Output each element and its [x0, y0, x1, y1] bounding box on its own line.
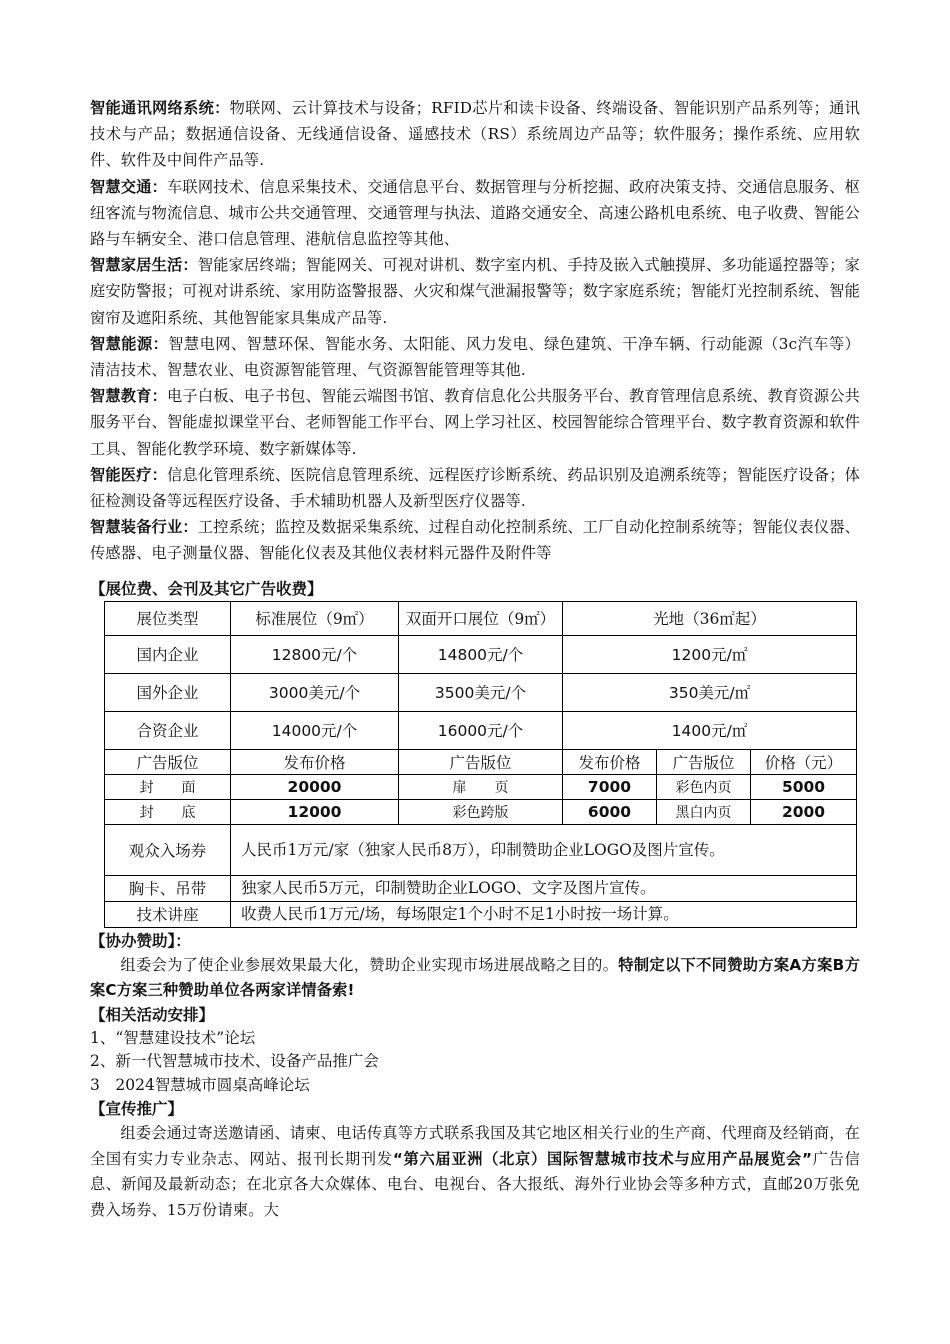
table-row	[105, 711, 857, 749]
table-header-cell: 发布价格	[563, 749, 657, 774]
table-row	[105, 673, 857, 711]
category-text: 物联网、云计算技术与设备；RFID芯片和读卡设备、终端设备、智能识别产品系列等；通讯技术与产品；数据通信设备、无线通信设备、遥感技术（RS）系统周边产品等；软件服务；操作系统、应用软件、软件及中间件产品等.	[90, 99, 860, 170]
table-cell: 胸卡、吊带	[105, 875, 231, 901]
table-cell: 3500美元/个	[399, 673, 563, 711]
table-cell: 技术讲座	[105, 901, 231, 927]
table-header-cell: 光地（36㎡起）	[563, 601, 857, 635]
category-title: 智慧装备行业	[90, 518, 183, 537]
table-cell: 14800元/个	[399, 635, 563, 673]
category-transport: 智慧交通：车联网技术、信息采集技术、交通信息平台、数据管理与分析挖掘、政府决策支持、交通信息服务、枢纽客流与物流信息、城市公共交通管理、交通管理与执法、道路交通安全、高速公路机电系统、电子收费、智能公路与车辆安全、港口信息管理、港航信息监控等其他、	[90, 177, 861, 249]
category-medical: 智能医疗：信息化管理系统、医院信息管理系统、远程医疗诊断系统、药品识别及追溯系统等；智能医疗设备；体征检测设备等远程医疗设备、手术辅助机器人及新型医疗仪器等.	[90, 465, 861, 511]
table-cell: 350美元/㎡	[563, 673, 857, 711]
booth-header-row	[105, 601, 857, 635]
category-energy: 智慧能源：智慧电网、智慧环保、智能水务、太阳能、风力发电、绿色建筑、干净车辆、行动能源（3c汽车等）清洁技术、智慧农业、电资源智能管理、气资源智能管理等其他.	[90, 334, 860, 380]
category-title: 智慧家居生活	[90, 256, 183, 275]
table-row	[105, 799, 857, 824]
table-cell: 14000元/个	[231, 711, 399, 749]
table-cell: 12000	[231, 799, 399, 824]
table-header-cell: 发布价格	[231, 749, 399, 774]
activities-heading: 【相关活动安排】	[90, 1005, 215, 1024]
table-header-cell: 广告版位	[105, 749, 231, 774]
category-title: 智慧能源	[90, 334, 153, 353]
category-text: 车联网技术、信息采集技术、交通信息平台、数据管理与分析挖掘、政府决策支持、交通信息服务、枢纽客流与物流信息、城市公共交通管理、交通管理与执法、道路交通安全、高速公路机电系统、电子收费、智能公路与车辆安全、港口信息管理、港航信息监控等其他、	[90, 177, 861, 249]
table-cell: 扉 页	[399, 774, 563, 799]
table-row	[105, 774, 857, 799]
table-cell: 12800元/个	[231, 635, 399, 673]
table-header-cell: 展位类型	[105, 601, 231, 635]
table-cell: 彩色内页	[657, 774, 751, 799]
table-row	[105, 875, 857, 901]
table-cell: 7000	[563, 774, 657, 799]
category-home: 智慧家居生活：智能家居终端；智能网关、可视对讲机、数字室内机、手持及嵌入式触摸屏、多功能遥控器等；家庭安防警报；可视对讲系统、家用防盗警报器、火灾和煤气泄漏报警等；数字家庭系统；智能灯光控制系统、智能窗帘及遮阳系统、其他智能家具集成产品等.	[90, 256, 860, 327]
list-item: 1、“智慧建设技术”论坛	[90, 1028, 256, 1047]
table-header-cell: 双面开口展位（9㎡）	[399, 601, 563, 635]
promo-text: 组委会通过寄送邀请函、请柬、电话传真等方式联系我国及其它地区相关行业的生产商、代理商及经销商，在全国有实力专业杂志、网站、报刊长期刊发“第六届亚洲（北京）国际智慧城市技术与应用产品展览会”广告信息、新闻及最新动态；在北京各大众媒体、电台、电视台、各大报纸、海外行业协会等多种方式，直邮20万张免费入场券、15万份请柬。大	[90, 1124, 860, 1219]
category-education: 智慧教育：电子白板、电子书包、智能云端图书馆、教育信息化公共服务平台、教育管理信息系统、教育资源公共服务平台、智能虚拟课堂平台、老师智能工作平台、网上学习社区、校园智能综合管理平台、数字教育资源和软件工具、智能化教学环境、数字新媒体等.	[90, 387, 861, 458]
sponsor-heading: 【协办赞助】：	[90, 931, 191, 950]
category-title: 智能通讯网络系统	[90, 99, 215, 117]
category-text: 电子白板、电子书包、智能云端图书馆、教育信息化公共服务平台、教育管理信息系统、教育资源公共服务平台、智能虚拟课堂平台、老师智能工作平台、网上学习社区、校园智能综合管理平台、数字教育资源和软件工具、智能化教学环境、数字新媒体等.	[90, 387, 861, 458]
table-cell: 人民币1万元/家（独家人民币8万），印制赞助企业LOGO及图片宣传。	[231, 824, 857, 875]
category-text: 工控系统；监控及数据采集系统、过程自动化控制系统、工厂自动化控制系统等；智能仪表仪器、传感器、电子测量仪器、智能化仪表及其他仪表材料元器件及附件等	[90, 518, 860, 563]
list-item: 2、新一代智慧城市技术、设备产品推广会	[90, 1052, 379, 1071]
table-cell: 独家人民币5万元，印制赞助企业LOGO、文字及图片宣传。	[231, 875, 857, 901]
list-item: 3 2024智慧城市圆桌高峰论坛	[90, 1075, 310, 1094]
sponsor-text: 组委会为了使企业参展效果最大化，赞助企业实现市场进展战略之目的。特制定以下不同赞助方案A方案B方案C方案三种赞助单位各两家详情备索!	[90, 955, 861, 999]
category-title: 智能医疗	[90, 465, 152, 484]
table-header-cell: 广告版位	[399, 749, 563, 774]
category-list	[90, 95, 860, 567]
category-equipment: 智慧装备行业：工控系统；监控及数据采集系统、过程自动化控制系统、工厂自动化控制系统等；智能仪表仪器、传感器、电子测量仪器、智能化仪表及其他仪表材料元器件及附件等	[90, 518, 860, 563]
category-communications: 智能通讯网络系统：物联网、云计算技术与设备；RFID芯片和读卡设备、终端设备、智能识别产品系列等；通讯技术与产品；数据通信设备、无线通信设备、遥感技术（RS）系统周边产品等；软件服务；操作系统、应用软件、软件及中间件产品等.	[90, 99, 860, 170]
table-row	[105, 901, 857, 927]
table-row	[105, 824, 857, 875]
table-cell: 国内企业	[105, 635, 231, 673]
table-cell: 国外企业	[105, 673, 231, 711]
promo-heading: 【宣传推广】	[90, 1100, 184, 1119]
category-text: 信息化管理系统、医院信息管理系统、远程医疗诊断系统、药品识别及追溯系统等；智能医疗设备；体征检测设备等远程医疗设备、手术辅助机器人及新型医疗仪器等.	[90, 465, 861, 511]
table-cell: 6000	[563, 799, 657, 824]
table-header-cell: 标准展位（9㎡）	[231, 601, 399, 635]
table-cell: 5000	[751, 774, 857, 799]
table-cell: 封 面	[105, 774, 231, 799]
category-title: 智慧教育	[90, 387, 152, 406]
category-text: 智能家居终端；智能网关、可视对讲机、数字室内机、手持及嵌入式触摸屏、多功能遥控器等；家庭安防警报；可视对讲系统、家用防盗警报器、火灾和煤气泄漏报警等；数字家庭系统；智能灯光控制系统、智能窗帘及遮阳系统、其他智能家具集成产品等.	[90, 256, 860, 327]
table-cell: 1400元/㎡	[563, 711, 857, 749]
fees-table	[104, 601, 857, 928]
table-cell: 封 底	[105, 799, 231, 824]
fees-heading: 【展位费、会刊及其它广告收费】	[90, 579, 323, 598]
table-cell: 合资企业	[105, 711, 231, 749]
ads-header-row	[105, 749, 857, 774]
document-page	[90, 95, 860, 1223]
table-cell: 彩色跨版	[399, 799, 563, 824]
table-cell: 16000元/个	[399, 711, 563, 749]
table-cell: 1200元/㎡	[563, 635, 857, 673]
table-cell: 收费人民币1万元/场，每场限定1个小时不足1小时按一场计算。	[231, 901, 857, 927]
table-cell: 黑白内页	[657, 799, 751, 824]
table-cell: 2000	[751, 799, 857, 824]
table-header-cell: 价格（元）	[751, 749, 857, 774]
table-row	[105, 635, 857, 673]
table-cell: 20000	[231, 774, 399, 799]
category-text: 智慧电网、智慧环保、智能水务、太阳能、风力发电、绿色建筑、干净车辆、行动能源（3c汽车等）清洁技术、智慧农业、电资源智能管理、气资源智能管理等其他.	[90, 334, 860, 380]
category-title: 智慧交通	[90, 177, 152, 196]
table-header-cell: 广告版位	[657, 749, 751, 774]
table-cell: 观众入场券	[105, 824, 231, 875]
table-cell: 3000美元/个	[231, 673, 399, 711]
